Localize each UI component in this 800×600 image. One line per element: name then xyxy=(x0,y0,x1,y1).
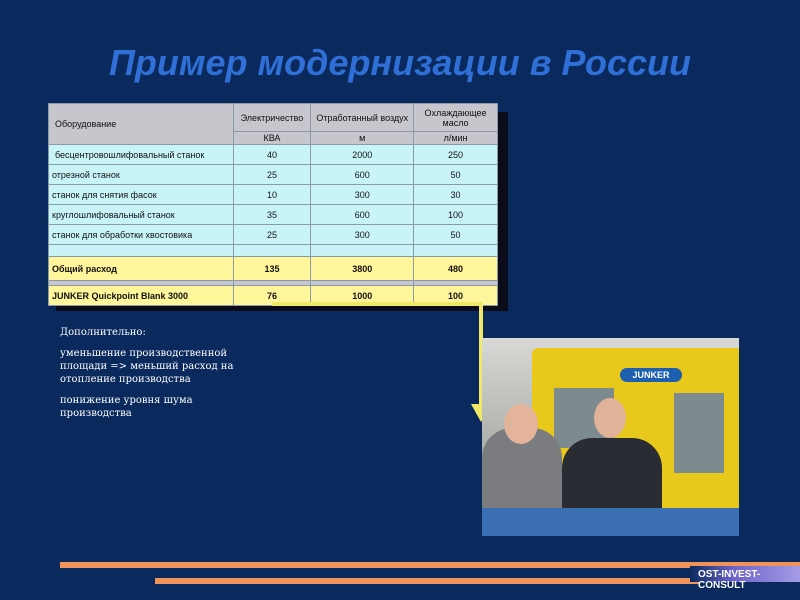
footer-bar xyxy=(60,562,800,568)
equipment-name: отрезной станок xyxy=(49,165,234,185)
header-equipment: Оборудование xyxy=(49,104,234,145)
brand-logo: OST-INVEST-CONSULT xyxy=(698,569,761,591)
equipment-name: бесцентровошлифовальный станок xyxy=(49,145,234,165)
total-air: 3800 xyxy=(311,257,414,281)
oil-value: 100 xyxy=(414,205,498,225)
header-electricity: Электричество xyxy=(233,104,311,132)
table-row xyxy=(49,145,498,165)
air-value: 2000 xyxy=(311,145,414,165)
air-value: 300 xyxy=(311,225,414,245)
electricity-value: 35 xyxy=(233,205,311,225)
notes-item: понижение уровня шума производства xyxy=(60,395,193,419)
equipment-name: станок для снятия фасок xyxy=(49,185,234,205)
equipment-consumption-table xyxy=(48,103,498,306)
total-row xyxy=(49,257,498,281)
table-row xyxy=(49,225,498,245)
table-row xyxy=(49,185,498,205)
total-electricity: 135 xyxy=(233,257,311,281)
junker-logo: JUNKER xyxy=(620,368,682,382)
unit-coolant-oil: л/мин xyxy=(414,132,498,145)
equipment-name: круглошлифовальный станок xyxy=(49,205,234,225)
oil-value: 50 xyxy=(414,225,498,245)
table-spacer-row xyxy=(49,245,498,257)
equipment-name: станок для обработки хвостовика xyxy=(49,225,234,245)
oil-value: 30 xyxy=(414,185,498,205)
air-value: 600 xyxy=(311,205,414,225)
junker-label: JUNKER Quickpoint Blank 3000 xyxy=(49,286,234,306)
header-exhaust-air: Отработанный воздух xyxy=(311,104,414,132)
air-value: 600 xyxy=(311,165,414,185)
unit-exhaust-air: м xyxy=(311,132,414,145)
electricity-value: 40 xyxy=(233,145,311,165)
footer-bar xyxy=(155,578,700,584)
connector-line-horizontal xyxy=(272,302,483,306)
oil-value: 50 xyxy=(414,165,498,185)
junker-air: 1000 xyxy=(311,286,414,306)
slide-title: Пример модернизации в России xyxy=(108,42,692,83)
air-value: 300 xyxy=(311,185,414,205)
junker-oil: 100 xyxy=(414,286,498,306)
junker-machine-photo xyxy=(482,338,739,536)
notes-item: уменьшение производственной площади => меньший расход на отопление производства xyxy=(60,348,234,385)
table-row xyxy=(49,165,498,185)
electricity-value: 25 xyxy=(233,165,311,185)
oil-value: 250 xyxy=(414,145,498,165)
conveyor-illustration xyxy=(482,508,739,536)
additional-notes xyxy=(60,326,260,428)
electricity-value: 10 xyxy=(233,185,311,205)
total-oil: 480 xyxy=(414,257,498,281)
header-coolant-oil: Охлаждающее масло xyxy=(414,104,498,132)
unit-electricity: КВА xyxy=(233,132,311,145)
electricity-value: 25 xyxy=(233,225,311,245)
table-row xyxy=(49,205,498,225)
total-label: Общий расход xyxy=(49,257,234,281)
junker-electricity: 76 xyxy=(233,286,311,306)
comparison-table-wrapper xyxy=(48,103,498,306)
table-header-row xyxy=(49,104,498,132)
notes-heading: Дополнительно: xyxy=(60,327,146,338)
